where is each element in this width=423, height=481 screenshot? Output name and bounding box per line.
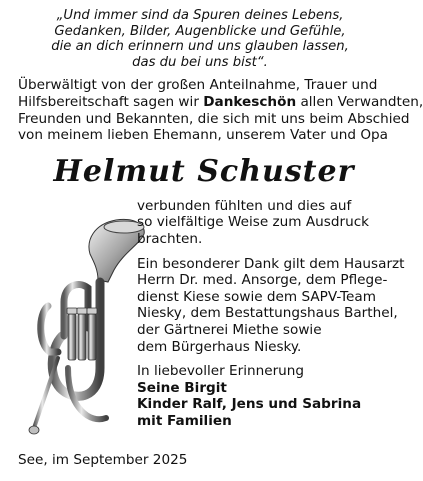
quote-line: Gedanken, Bilder, Augenblicke und Gefühle, (54, 23, 346, 39)
continuation-paragraph (137, 198, 390, 248)
signoff (137, 363, 390, 429)
thanks-line: dem Bürgerhaus Niesky. (137, 338, 302, 355)
intro-line: von meinem lieben Ehemann, unserem Vater und Opa (18, 127, 388, 144)
thanks-line: Ein besonderer Dank gilt dem Hausarzt (137, 255, 405, 272)
signoff-spouse: Seine Birgit (137, 379, 227, 396)
thanks-line: dienst Kiese sowie dem SAPV-Team (137, 288, 376, 305)
thanks-paragraph (137, 255, 405, 356)
lower-section (18, 197, 405, 458)
continuation-line: so vielfältige Weise zum Ausdruck (137, 214, 370, 231)
quote-line: „Und immer sind da Spuren deines Lebens, (56, 8, 344, 23)
continuation-line: brachten. (137, 230, 203, 247)
thanks-line: Herrn Dr. med. Ansorge, dem Pflege- (137, 272, 388, 289)
flugelhorn-icon (28, 218, 146, 440)
deceased-name: Helmut Schuster (53, 153, 355, 189)
place-date: See, im September 2025 (18, 452, 188, 468)
intro-line: Freunden und Bekannten, die sich mit uns beim Abschied (18, 110, 410, 127)
quote-line: die an dich erinnern und uns glauben lassen, (51, 39, 349, 55)
intro-line: Überwältigt von der großen Anteilnahme, Trauer und (18, 77, 378, 94)
thanks-line: Niesky, dem Bestattungshaus Barthel, (137, 305, 398, 322)
continuation-line: verbunden fühlten und dies auf (137, 197, 352, 214)
thanks-line: der Gärtnerei Miethe sowie (137, 321, 322, 338)
quote-line: das du bei uns bist“. (132, 54, 268, 70)
quote-block (18, 8, 390, 70)
intro-line (18, 93, 423, 111)
thanks-word: Dankeschön (203, 93, 297, 110)
intro-text (18, 77, 423, 144)
signoff-intro: In liebevoller Erinnerung (137, 363, 305, 380)
intro-line-start: Hilfsbereitschaft sagen wir (18, 93, 204, 110)
signoff-families: mit Familien (137, 412, 232, 429)
intro-line-end: allen Verwandten, (296, 93, 423, 110)
text-column (137, 197, 405, 438)
signoff-children: Kinder Ralf, Jens und Sabrina (137, 396, 362, 413)
